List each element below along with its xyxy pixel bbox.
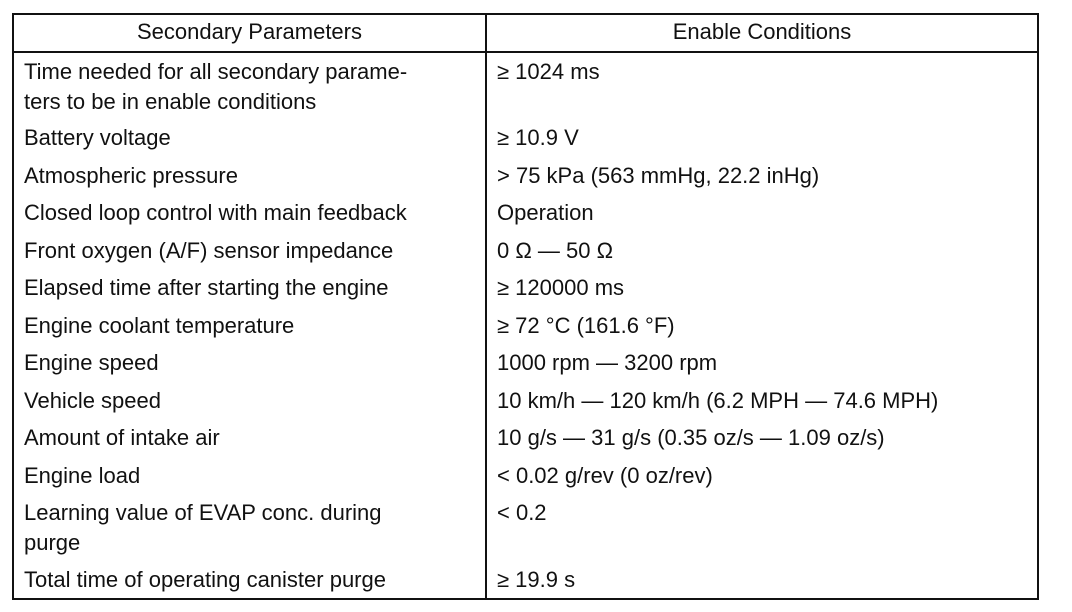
condition-cell: < 0.2: [486, 494, 1038, 561]
header-enable-conditions: Enable Conditions: [486, 14, 1038, 52]
condition-cell: ≥ 72 °C (161.6 °F): [486, 307, 1038, 345]
table-row: [13, 457, 1038, 495]
table-row: [13, 344, 1038, 382]
parameter-cell: Front oxygen (A/F) sensor impedance: [13, 232, 486, 270]
table-header-row: [13, 14, 1038, 52]
parameter-cell: [13, 52, 486, 119]
parameter-line: Learning value of EVAP conc. during: [24, 500, 382, 525]
condition-cell: Operation: [486, 194, 1038, 232]
parameter-cell: Engine load: [13, 457, 486, 495]
condition-cell: ≥ 1024 ms: [486, 52, 1038, 119]
enable-conditions-table: [12, 13, 1039, 600]
table-row: [13, 232, 1038, 270]
table-row: [13, 419, 1038, 457]
table-row: [13, 269, 1038, 307]
condition-cell: < 0.02 g/rev (0 oz/rev): [486, 457, 1038, 495]
table-row: [13, 52, 1038, 119]
table-row: [13, 119, 1038, 157]
parameter-cell: Atmospheric pressure: [13, 157, 486, 195]
condition-cell: ≥ 10.9 V: [486, 119, 1038, 157]
parameter-cell: Total time of operating canister purge: [13, 561, 486, 599]
condition-cell: 10 km/h — 120 km/h (6.2 MPH — 74.6 MPH): [486, 382, 1038, 420]
parameter-cell: Elapsed time after starting the engine: [13, 269, 486, 307]
parameter-cell: Vehicle speed: [13, 382, 486, 420]
parameter-line: purge: [24, 530, 81, 555]
table-row: [13, 382, 1038, 420]
table-row: [13, 561, 1038, 599]
condition-cell: ≥ 19.9 s: [486, 561, 1038, 599]
table-row: [13, 494, 1038, 561]
parameter-cell: Battery voltage: [13, 119, 486, 157]
table-row: [13, 307, 1038, 345]
parameter-cell: [13, 494, 486, 561]
condition-cell: ≥ 120000 ms: [486, 269, 1038, 307]
condition-cell: > 75 kPa (563 mmHg, 22.2 inHg): [486, 157, 1038, 195]
parameter-cell: Closed loop control with main feedback: [13, 194, 486, 232]
condition-cell: 1000 rpm — 3200 rpm: [486, 344, 1038, 382]
parameter-cell: Engine coolant temperature: [13, 307, 486, 345]
condition-cell: 10 g/s — 31 g/s (0.35 oz/s — 1.09 oz/s): [486, 419, 1038, 457]
header-secondary-parameters: Secondary Parameters: [13, 14, 486, 52]
parameter-cell: Engine speed: [13, 344, 486, 382]
table-row: [13, 194, 1038, 232]
condition-cell: 0 Ω — 50 Ω: [486, 232, 1038, 270]
parameter-cell: Amount of intake air: [13, 419, 486, 457]
table-row: [13, 157, 1038, 195]
parameter-line: ters to be in enable conditions: [24, 89, 317, 114]
parameter-line: Time needed for all secondary parame-: [24, 59, 408, 84]
